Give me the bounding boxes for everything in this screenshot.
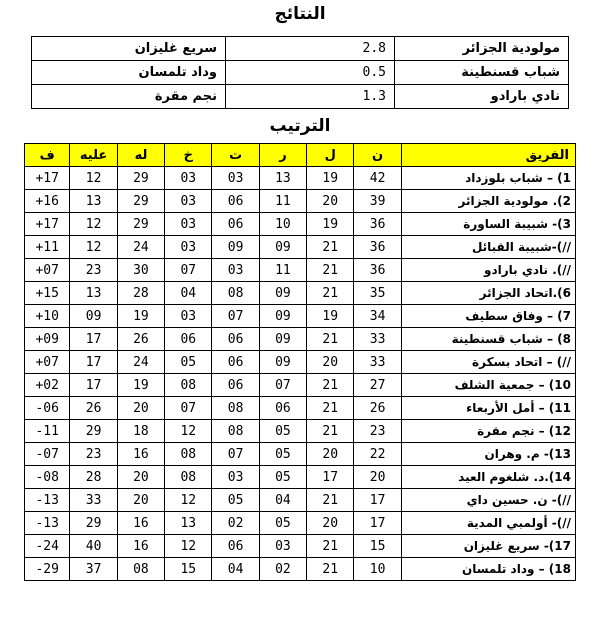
table-row <box>25 489 576 512</box>
stat-goal-difference: +02 <box>25 374 70 397</box>
stat-goals-against: 33 <box>70 489 117 512</box>
team-name: 18) – وداد تلمسان <box>401 558 575 581</box>
stat-drawn: 09 <box>212 236 259 259</box>
result-home-team: نادي بارادو <box>395 85 569 109</box>
stat-goals-for: 20 <box>117 466 164 489</box>
team-name: 8) – شباب قسنطينة <box>401 328 575 351</box>
team-name: 3)- شبيبة الساورة <box>401 213 575 236</box>
stat-goal-difference: -13 <box>25 512 70 535</box>
table-row <box>25 259 576 282</box>
stat-drawn: 06 <box>212 374 259 397</box>
stat-goal-difference: +15 <box>25 282 70 305</box>
stat-lost: 07 <box>165 397 212 420</box>
stat-lost: 08 <box>165 443 212 466</box>
stat-goals-against: 23 <box>70 259 117 282</box>
table-row <box>25 167 576 190</box>
standings-body <box>25 167 576 581</box>
stat-lost: 08 <box>165 374 212 397</box>
header-points: ن <box>354 144 401 167</box>
stat-goals-against: 13 <box>70 190 117 213</box>
team-name: //) – اتحاد بسكرة <box>401 351 575 374</box>
header-goal-difference: ف <box>25 144 70 167</box>
results-table <box>31 36 569 109</box>
result-score: 1.3 <box>226 85 395 109</box>
stat-goals-for: 24 <box>117 236 164 259</box>
stat-goal-difference: +10 <box>25 305 70 328</box>
stat-goals-against: 23 <box>70 443 117 466</box>
stat-lost: 04 <box>165 282 212 305</box>
result-away-team: سريع غليزان <box>32 37 226 61</box>
stat-points: 20 <box>354 466 401 489</box>
stat-played: 21 <box>307 489 354 512</box>
stat-goals-against: 17 <box>70 328 117 351</box>
stat-goals-against: 28 <box>70 466 117 489</box>
stat-goals-against: 29 <box>70 512 117 535</box>
stat-lost: 06 <box>165 328 212 351</box>
team-name: //)- ن. حسين داي <box>401 489 575 512</box>
result-row <box>32 61 569 85</box>
stat-played: 19 <box>307 213 354 236</box>
team-name: 2). مولودية الجزائر <box>401 190 575 213</box>
result-home-team: شباب قسنطينة <box>395 61 569 85</box>
stat-won: 13 <box>259 167 306 190</box>
stat-goal-difference: +09 <box>25 328 70 351</box>
header-team: الفريق <box>401 144 575 167</box>
stat-goals-against: 12 <box>70 236 117 259</box>
stat-goal-difference: +11 <box>25 236 70 259</box>
stat-goals-for: 08 <box>117 558 164 581</box>
stat-won: 10 <box>259 213 306 236</box>
stat-drawn: 06 <box>212 190 259 213</box>
stat-played: 21 <box>307 374 354 397</box>
stat-played: 21 <box>307 236 354 259</box>
stat-drawn: 04 <box>212 558 259 581</box>
stat-goals-against: 37 <box>70 558 117 581</box>
stat-goal-difference: +07 <box>25 259 70 282</box>
stat-drawn: 06 <box>212 213 259 236</box>
stat-goals-for: 29 <box>117 167 164 190</box>
stat-played: 21 <box>307 535 354 558</box>
stat-played: 21 <box>307 259 354 282</box>
stat-goal-difference: -07 <box>25 443 70 466</box>
stat-goals-for: 24 <box>117 351 164 374</box>
stat-points: 34 <box>354 305 401 328</box>
stat-drawn: 05 <box>212 489 259 512</box>
table-row <box>25 351 576 374</box>
stat-points: 36 <box>354 259 401 282</box>
stat-points: 33 <box>354 351 401 374</box>
table-row <box>25 190 576 213</box>
header-goals-for: له <box>117 144 164 167</box>
result-home-team: مولودية الجزائر <box>395 37 569 61</box>
table-row <box>25 443 576 466</box>
stat-lost: 03 <box>165 236 212 259</box>
stat-lost: 05 <box>165 351 212 374</box>
stat-drawn: 06 <box>212 328 259 351</box>
result-score: 0.5 <box>226 61 395 85</box>
team-name: //)-شبيبة القبائل <box>401 236 575 259</box>
stat-goals-for: 18 <box>117 420 164 443</box>
stat-points: 36 <box>354 236 401 259</box>
stat-points: 33 <box>354 328 401 351</box>
header-drawn: ت <box>212 144 259 167</box>
stat-lost: 08 <box>165 466 212 489</box>
stat-won: 07 <box>259 374 306 397</box>
stat-lost: 03 <box>165 190 212 213</box>
stat-points: 22 <box>354 443 401 466</box>
stat-goal-difference: -13 <box>25 489 70 512</box>
stat-played: 21 <box>307 420 354 443</box>
stat-points: 15 <box>354 535 401 558</box>
team-name: 1) – شباب بلوزداد <box>401 167 575 190</box>
table-row <box>25 558 576 581</box>
team-name: 6).اتحاد الجزائر <box>401 282 575 305</box>
team-name: 14).د. شلغوم العيد <box>401 466 575 489</box>
table-row <box>25 397 576 420</box>
standings-table <box>24 143 576 581</box>
stat-goals-against: 40 <box>70 535 117 558</box>
stat-drawn: 03 <box>212 466 259 489</box>
stat-points: 42 <box>354 167 401 190</box>
stat-won: 09 <box>259 328 306 351</box>
stat-lost: 03 <box>165 167 212 190</box>
results-title: النتائج <box>274 4 326 24</box>
table-row <box>25 512 576 535</box>
stat-won: 02 <box>259 558 306 581</box>
header-played: ل <box>307 144 354 167</box>
stat-played: 20 <box>307 443 354 466</box>
stat-goals-for: 19 <box>117 374 164 397</box>
stat-points: 35 <box>354 282 401 305</box>
team-name: 13)- م. وهران <box>401 443 575 466</box>
stat-goals-against: 17 <box>70 374 117 397</box>
stat-goals-for: 26 <box>117 328 164 351</box>
stat-won: 05 <box>259 466 306 489</box>
table-row <box>25 420 576 443</box>
stat-drawn: 07 <box>212 443 259 466</box>
stat-drawn: 08 <box>212 420 259 443</box>
stat-won: 06 <box>259 397 306 420</box>
stat-goal-difference: -24 <box>25 535 70 558</box>
stat-goals-for: 20 <box>117 397 164 420</box>
stat-won: 09 <box>259 351 306 374</box>
stat-goals-against: 26 <box>70 397 117 420</box>
stat-won: 05 <box>259 420 306 443</box>
stat-points: 10 <box>354 558 401 581</box>
stat-played: 20 <box>307 351 354 374</box>
stat-points: 26 <box>354 397 401 420</box>
stat-drawn: 08 <box>212 397 259 420</box>
stat-lost: 12 <box>165 420 212 443</box>
team-name: 11) – أمل الأربعاء <box>401 397 575 420</box>
stat-played: 20 <box>307 190 354 213</box>
stat-goals-for: 29 <box>117 190 164 213</box>
stat-goal-difference: -06 <box>25 397 70 420</box>
standings-title: الترتيب <box>269 116 331 136</box>
stat-won: 09 <box>259 282 306 305</box>
header-won: ر <box>259 144 306 167</box>
stat-won: 05 <box>259 443 306 466</box>
result-row <box>32 85 569 109</box>
stat-played: 19 <box>307 305 354 328</box>
stat-played: 21 <box>307 558 354 581</box>
stat-points: 17 <box>354 489 401 512</box>
stat-won: 05 <box>259 512 306 535</box>
stat-goals-for: 30 <box>117 259 164 282</box>
stat-played: 21 <box>307 397 354 420</box>
stat-lost: 12 <box>165 535 212 558</box>
stat-goals-for: 29 <box>117 213 164 236</box>
table-row <box>25 328 576 351</box>
stat-lost: 07 <box>165 259 212 282</box>
stat-won: 03 <box>259 535 306 558</box>
stat-drawn: 08 <box>212 282 259 305</box>
stat-drawn: 06 <box>212 535 259 558</box>
header-lost: خ <box>165 144 212 167</box>
stat-won: 11 <box>259 190 306 213</box>
table-row <box>25 213 576 236</box>
result-score: 2.8 <box>226 37 395 61</box>
stat-won: 09 <box>259 305 306 328</box>
stat-points: 27 <box>354 374 401 397</box>
stat-goals-against: 09 <box>70 305 117 328</box>
stat-points: 23 <box>354 420 401 443</box>
stat-goal-difference: -29 <box>25 558 70 581</box>
stat-goals-against: 12 <box>70 167 117 190</box>
table-row <box>25 535 576 558</box>
result-row <box>32 37 569 61</box>
stat-goals-for: 16 <box>117 443 164 466</box>
stat-goals-for: 16 <box>117 512 164 535</box>
stat-played: 21 <box>307 282 354 305</box>
stat-goal-difference: -08 <box>25 466 70 489</box>
stat-lost: 03 <box>165 305 212 328</box>
stat-drawn: 03 <box>212 259 259 282</box>
stat-played: 20 <box>307 512 354 535</box>
standings-header-row <box>25 144 576 167</box>
stat-goals-against: 13 <box>70 282 117 305</box>
stat-lost: 12 <box>165 489 212 512</box>
stat-goals-against: 12 <box>70 213 117 236</box>
stat-won: 09 <box>259 236 306 259</box>
stat-goal-difference: +17 <box>25 213 70 236</box>
team-name: 7) – وفاق سطيف <box>401 305 575 328</box>
team-name: 10) – جمعية الشلف <box>401 374 575 397</box>
stat-drawn: 07 <box>212 305 259 328</box>
stat-points: 36 <box>354 213 401 236</box>
stat-played: 19 <box>307 167 354 190</box>
stat-won: 04 <box>259 489 306 512</box>
team-name: //). نادي بارادو <box>401 259 575 282</box>
results-body <box>32 37 569 109</box>
table-row <box>25 466 576 489</box>
stat-goals-against: 29 <box>70 420 117 443</box>
stat-goals-for: 16 <box>117 535 164 558</box>
stat-goals-against: 17 <box>70 351 117 374</box>
stat-drawn: 02 <box>212 512 259 535</box>
stat-goal-difference: +17 <box>25 167 70 190</box>
stat-goal-difference: -11 <box>25 420 70 443</box>
stat-points: 39 <box>354 190 401 213</box>
table-row <box>25 236 576 259</box>
stat-goals-for: 20 <box>117 489 164 512</box>
stat-drawn: 06 <box>212 351 259 374</box>
stat-goal-difference: +16 <box>25 190 70 213</box>
stat-won: 11 <box>259 259 306 282</box>
stat-lost: 15 <box>165 558 212 581</box>
stat-goals-for: 28 <box>117 282 164 305</box>
stat-played: 21 <box>307 328 354 351</box>
stat-lost: 03 <box>165 213 212 236</box>
table-row <box>25 282 576 305</box>
stat-drawn: 03 <box>212 167 259 190</box>
table-row <box>25 374 576 397</box>
team-name: 12) – نجم مقرة <box>401 420 575 443</box>
table-row <box>25 305 576 328</box>
stat-goals-for: 19 <box>117 305 164 328</box>
team-name: 17)- سريع غليزان <box>401 535 575 558</box>
stat-points: 17 <box>354 512 401 535</box>
stat-played: 17 <box>307 466 354 489</box>
header-goals-against: عليه <box>70 144 117 167</box>
stat-goal-difference: +07 <box>25 351 70 374</box>
result-away-team: نجم مقرة <box>32 85 226 109</box>
team-name: //)- أولمبي المدية <box>401 512 575 535</box>
stat-lost: 13 <box>165 512 212 535</box>
result-away-team: وداد تلمسان <box>32 61 226 85</box>
